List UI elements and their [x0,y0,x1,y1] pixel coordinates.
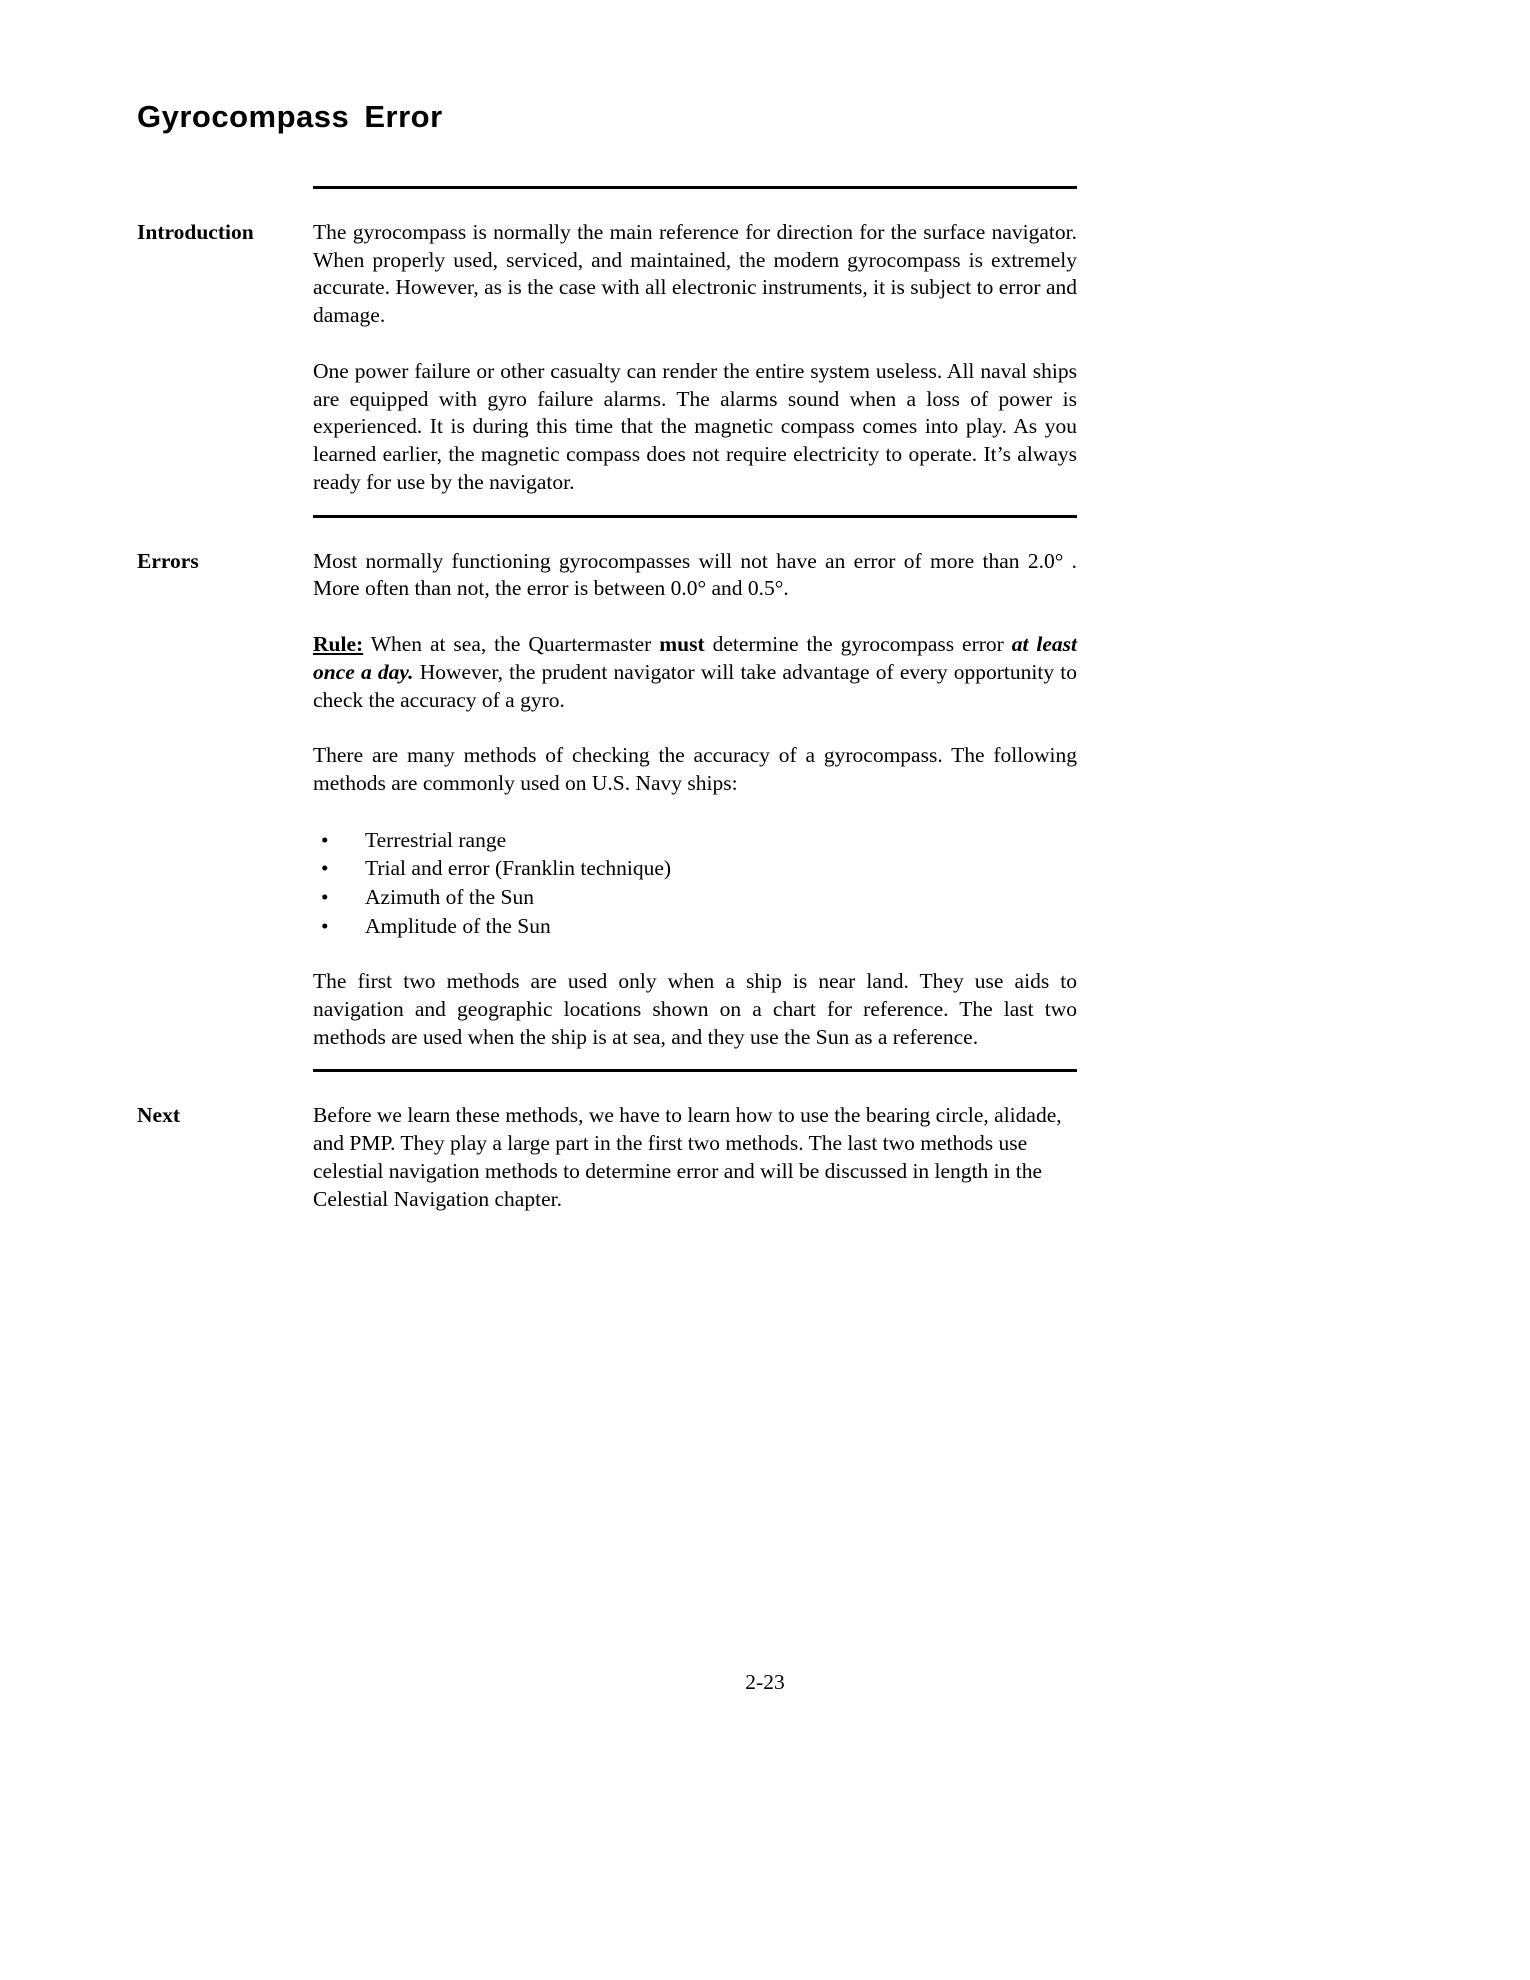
list-item [313,883,1077,912]
list-item [313,854,1077,883]
section-label-next: Next [137,1103,180,1128]
paragraph: The gyrocompass is normally the main reference for direction for the surface navigator. When properly used, serviced, and maintained, the modern gyrocompass is extremely accurate. However, as is the case with all electronic instruments, it is subject to error and damage. [313,220,1077,328]
methods-list [313,826,1077,940]
section-row-next [0,1072,1530,1213]
rule-text-part-2: determine the gyrocompass error [704,632,1012,657]
section-label-errors: Errors [137,548,199,573]
bullet-icon: • [321,884,329,909]
section-next [0,1069,1530,1213]
section-content-errors [313,518,1077,1052]
page-number-footer: 2-23 [745,1670,785,1694]
bullet-icon: • [321,827,329,852]
bullet-icon: • [321,913,329,938]
paragraph: Most normally functioning gyrocompasses will not have an error of more than 2.0° . More often than not, the error is between 0.0° and 0.5°. [313,548,1077,601]
section-content-next [313,1072,1077,1213]
rule-emphasis-must: must [659,632,705,657]
list-item-label: Terrestrial range [365,827,507,852]
paragraph: One power failure or other casualty can render the entire system useless. All naval ships are equipped with gyro failure alarms. The alarms sound when a loss of power is experienced. It is during this time that the magnetic compass comes into play. As you learned earlier, the magnetic compass does not require electricity to operate. It’s always ready for use by the navigator. [313,358,1077,494]
page-title: Gyrocompass Error [137,98,443,134]
paragraph-rule [313,631,1077,714]
section-errors [0,515,1530,1052]
section-divider-next [313,1069,1077,1072]
sections-container [0,186,1530,1213]
paragraph-closing: The first two methods are used only when a ship is near land. They use aids to navigation and geographic locations shown on a chart for reference. The last two methods are used when the ship is at sea, and they use the Sun as a reference. [313,969,1077,1049]
rule-text-part-3: However, the prudent navigator will take advantage of every opportunity to check the accuracy of a gyro. [313,659,1077,712]
section-spacer [0,497,1530,515]
section-label-introduction: Introduction [137,220,254,244]
list-item-label: Azimuth of the Sun [365,884,534,909]
bullet-icon: • [321,856,329,881]
paragraph: Before we learn these methods, we have to learn how to use the bearing circle, alidade, and PMP. They play a large part in the first two methods. The last two methods use celestial navigation methods to determine error and will be discussed in length in the Celestial Navigation chapter. [313,1103,1062,1211]
paragraph-methods-intro: There are many methods of checking the accuracy of a gyrocompass. The following methods are commonly used on U.S. Navy ships: [313,743,1077,796]
rule-text-part-1: When at sea, the Quartermaster [363,632,660,657]
section-divider-errors [313,515,1077,518]
rule-emphasis-frequency: at least once a day. [313,632,1077,684]
section-introduction [0,186,1530,497]
list-item [313,912,1077,941]
section-row-introduction [0,189,1530,497]
section-divider-introduction [313,186,1077,189]
list-item-label: Trial and error (Franklin technique) [365,856,672,881]
section-row-errors [0,518,1530,1052]
section-spacer [0,1051,1530,1069]
rule-label: Rule: [313,632,364,657]
list-item-label: Amplitude of the Sun [365,913,551,938]
section-content-introduction [313,189,1077,497]
list-item [313,826,1077,855]
